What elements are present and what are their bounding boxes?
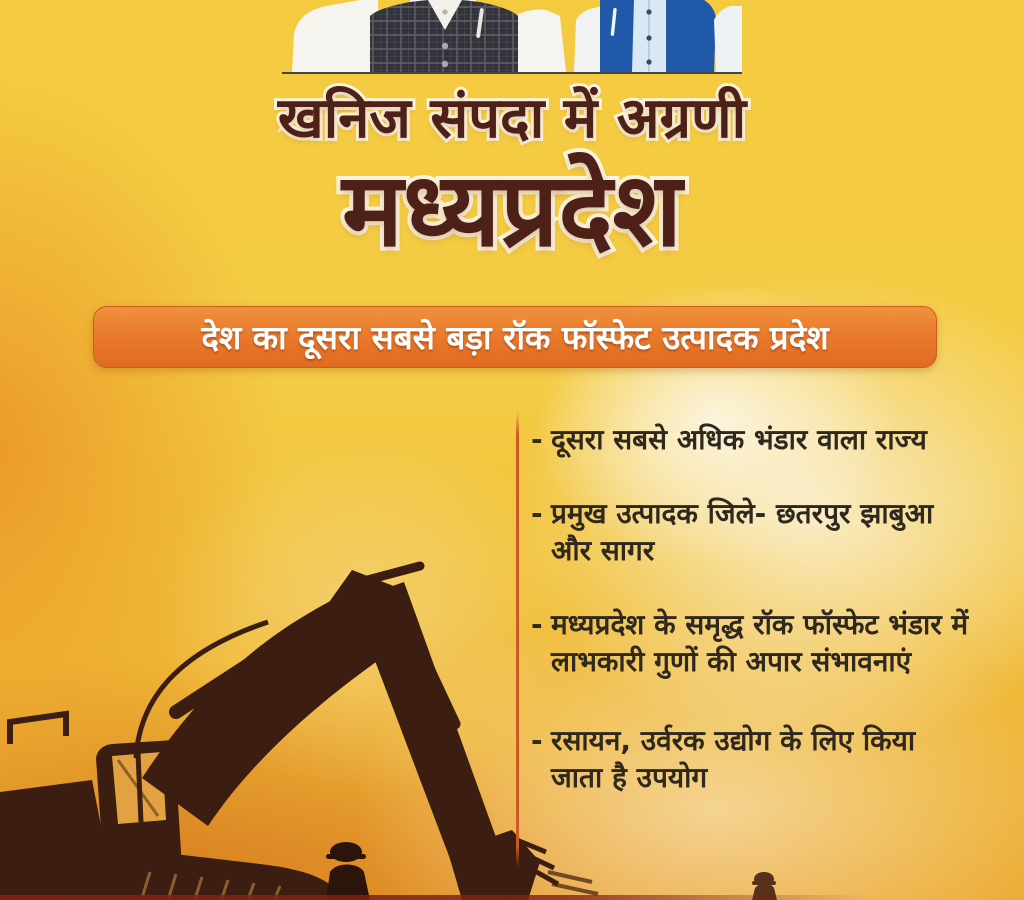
fact-text: दूसरा सबसे अधिक भंडार वाला राज्य — [551, 423, 927, 456]
bullet-dash: - — [531, 723, 543, 757]
bullet-dash: - — [531, 496, 543, 530]
bottom-maroon-strip — [0, 895, 1024, 900]
fact-item — [531, 607, 1009, 681]
leaders-torso-graphic — [282, 0, 742, 72]
fact-item — [531, 723, 1009, 797]
miner-silhouette — [326, 842, 370, 900]
fact-text: रसायन, उर्वरक उद्योग के लिए किया जाता है उपयोग — [551, 723, 916, 794]
bullet-dash: - — [531, 423, 543, 456]
fact-text: प्रमुख उत्पादक जिले- छतरपुर झाबुआ और सागर — [551, 496, 934, 567]
poster-title: मध्यप्रदेश — [341, 151, 683, 270]
fact-text: मध्यप्रदेश के समृद्ध रॉक फॉस्फेट भंडार में लाभकारी गुणों की अपार संभावनाएं — [551, 607, 969, 678]
bullet-divider-line — [516, 412, 519, 868]
subtitle-banner-text: देश का दूसरा सबसे बड़ा रॉक फॉस्फेट उत्पादक प्रदेश — [201, 317, 829, 357]
fact-item — [531, 422, 1009, 459]
fact-item — [531, 496, 1009, 570]
subtitle-banner — [93, 306, 937, 368]
leaders-photo — [282, 0, 742, 74]
bullet-dash: - — [531, 607, 543, 641]
poster-kicker: खनिज संपदा में अग्रणी — [277, 86, 747, 151]
facts-list — [531, 422, 1009, 797]
